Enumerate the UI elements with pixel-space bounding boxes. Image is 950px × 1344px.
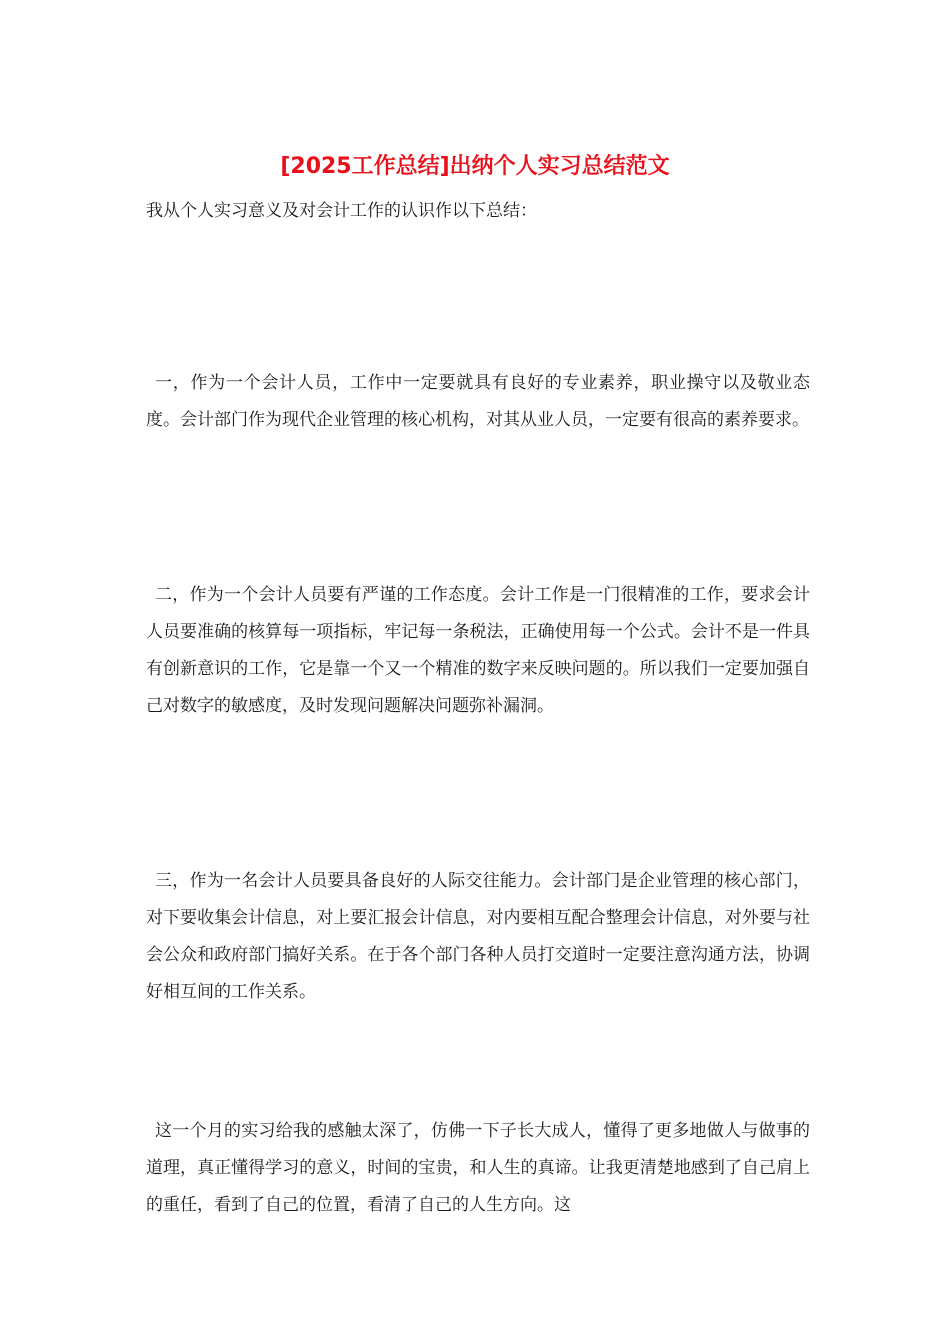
document-title: [2025工作总结]出纳个人实习总结范文 <box>280 154 670 179</box>
paragraph-1: 一，作为一个会计人员，工作中一定要就具有良好的专业素养，职业操守以及敬业态度。会计部门作为现代企业管理的核心机构，对其从业人员，一定要有很高的素养要求。 <box>146 373 810 430</box>
paragraph-3: 三，作为一名会计人员要具备良好的人际交往能力。会计部门是企业管理的核心部门，对下要收集会计信息，对上要汇报会计信息，对内要相互配合整理会计信息，对外要与社会公众和政府部门搞好关系。在于各个部门各种人员打交道时一定要注意沟通方法，协调好相互间的工作关系。 <box>146 871 810 1002</box>
paragraph-4: 这一个月的实习给我的感触太深了，仿佛一下子长大成人，懂得了更多地做人与做事的道理，真正懂得学习的意义，时间的宝贵，和人生的真谛。让我更清楚地感到了自己肩上的重任，看到了自己的位置，看清了自己的人生方向。这 <box>146 1121 810 1215</box>
paragraph-2: 二，作为一个会计人员要有严谨的工作态度。会计工作是一门很精准的工作，要求会计人员要准确的核算每一项指标，牢记每一条税法，正确使用每一个公式。会计不是一件具有创新意识的工作，它是靠一个又一个精准的数字来反映问题的。所以我们一定要加强自己对数字的敏感度，及时发现问题解决问题弥补漏洞。 <box>146 585 810 716</box>
intro-paragraph: 我从个人实习意义及对会计工作的认识作以下总结： <box>146 201 537 221</box>
